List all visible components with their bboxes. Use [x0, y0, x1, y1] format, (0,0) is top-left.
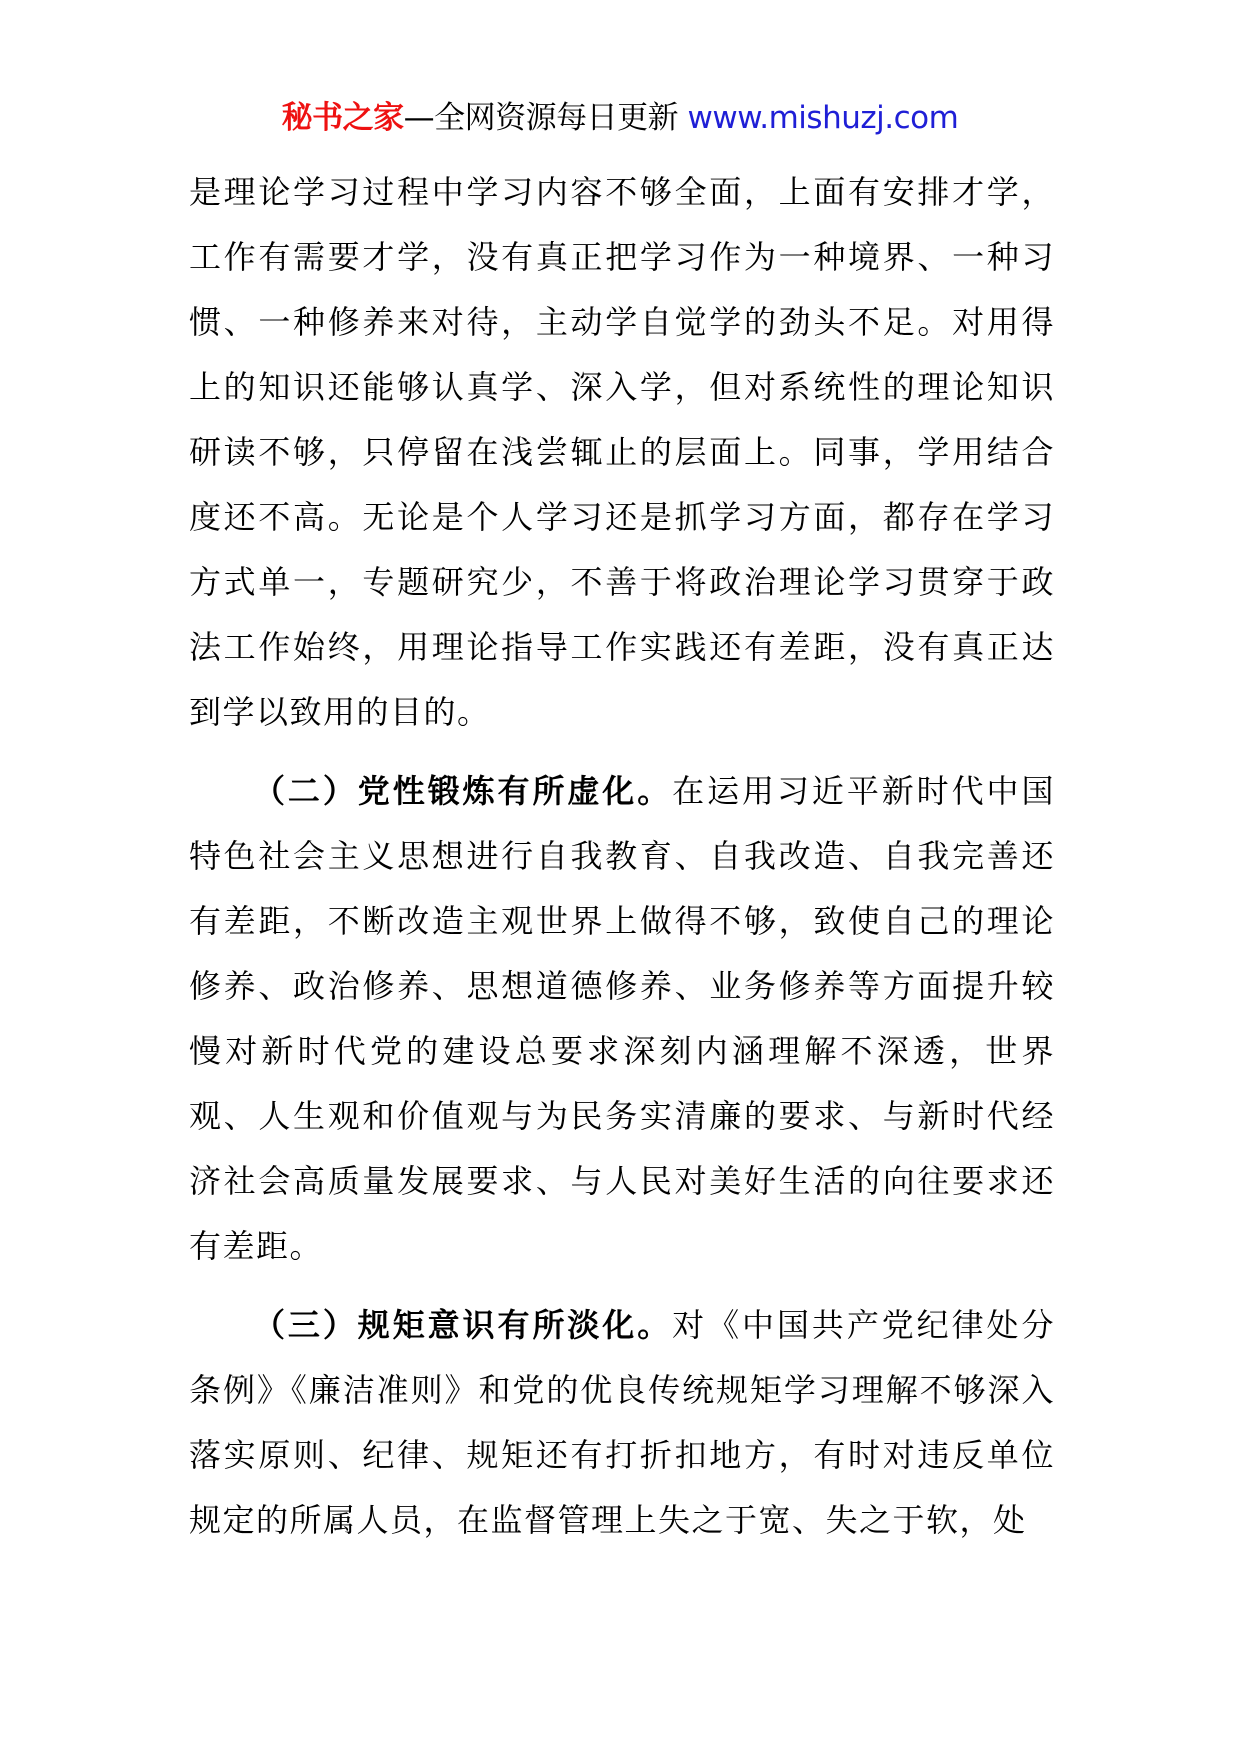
paragraph-text: 对《中国共产党纪律处分条例》《廉洁准则》和党的优良传统规矩学习理解不够深入落实原则、纪律、规矩还有打折扣地方，有时对违反单位规定的所属人员，在监督管理上失之于宽、失之于软，处 — [189, 1306, 1055, 1539]
paragraph-text: 在运用习近平新时代中国特色社会主义思想进行自我教育、自我改造、自我完善还有差距，不断改造主观世界上做得不够，致使自己的理论修养、政治修养、思想道德修养、业务修养等方面提升较慢对新时代党的建设总要求深刻内涵理解不深透，世界观、人生观和价值观与为民务实清廉的要求、与新时代经济社会高质量发展要求、与人民对美好生活的向往要求还有差距。 — [189, 772, 1055, 1265]
site-url[interactable]: www.mishuzj.com — [687, 100, 959, 136]
paragraph-text: 是理论学习过程中学习内容不够全面，上面有安排才学，工作有需要才学，没有真正把学习作为一种境界、一种习惯、一种修养来对待，主动学自觉学的劲头不足。对用得上的知识还能够认真学、深入学，但对系统性的理论知识研读不够，只停留在浅尝辄止的层面上。同事，学用结合度还不高。无论是个人学习还是抓学习方面，都存在学习方式单一，专题研究少，不善于将政治理论学习贯穿于政法工作始终，用理论指导工作实践还有差距，没有真正达到学以致用的目的。 — [189, 173, 1055, 731]
paragraph-rules-awareness — [189, 1293, 1055, 1553]
section-heading: （三）规矩意识有所淡化。 — [253, 1306, 673, 1344]
paragraph-party-spirit — [189, 759, 1055, 1279]
page-header — [0, 98, 1240, 138]
paragraph-continuation — [189, 160, 1055, 745]
section-heading: （二）党性锻炼有所虚化。 — [253, 772, 673, 810]
header-tagline: —全网资源每日更新 — [403, 100, 688, 136]
document-body — [189, 160, 1055, 1553]
brand-name: 秘书之家 — [281, 100, 404, 136]
